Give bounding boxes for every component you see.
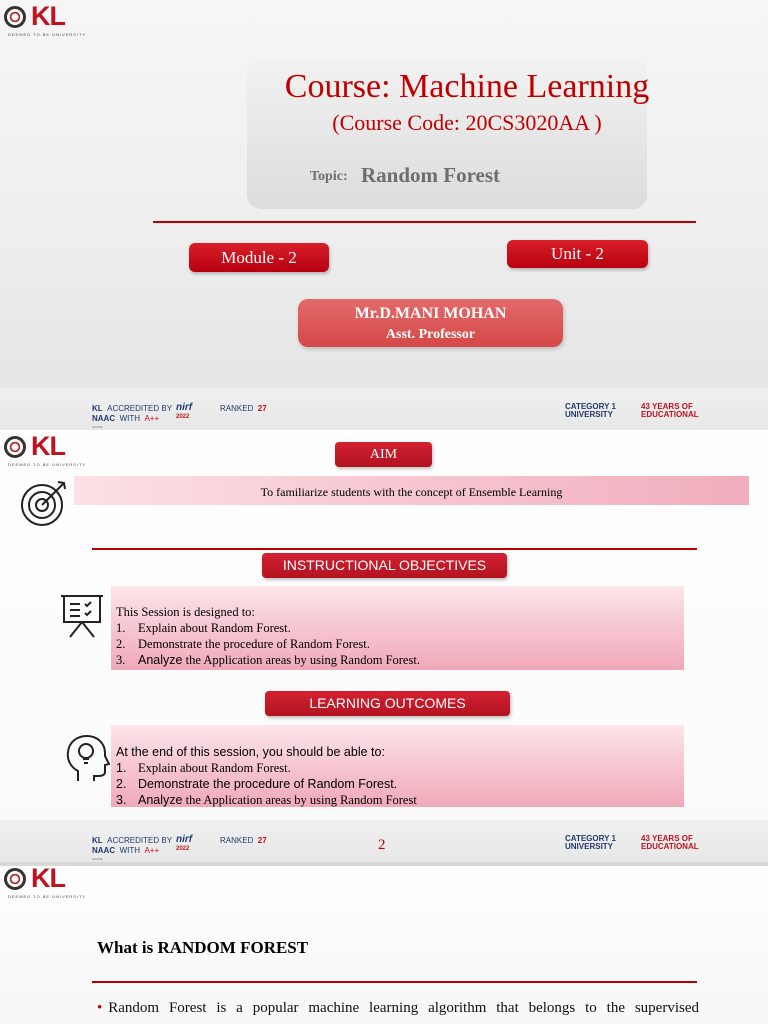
kl-university-logo: [4, 866, 87, 900]
presenter-name: Mr.D.MANI MOHAN: [354, 305, 507, 322]
definition-slide: [0, 866, 768, 1024]
nirf-ranking: RANKED 27: [220, 404, 267, 413]
logo-subtitle: DEEMED TO BE UNIVERSITY: [8, 894, 87, 899]
outcomes-intro: At the end of this session, you should be able to:: [116, 745, 385, 759]
accreditation-strip: [0, 820, 768, 862]
logo-text: KL: [31, 431, 65, 461]
topic-label: Topic:: [310, 169, 348, 184]
years-badge: 43 YEARS OF EDUCATIONAL: [641, 834, 699, 851]
bullet-point: • Random Forest is a popular machine learning algorithm that belongs to the supervised: [97, 1000, 699, 1016]
years-badge: 43 YEARS OF EDUCATIONAL: [641, 402, 699, 419]
list-item: 2. Demonstrate the procedure of Random Forest.: [116, 777, 398, 791]
list-item: 2. Demonstrate the procedure of Random Forest.: [116, 637, 370, 651]
divider: [92, 548, 697, 550]
outcomes-list: [116, 744, 417, 808]
kl-university-logo: [4, 431, 87, 468]
objectives-slide: [0, 388, 768, 862]
nirf-ranking: RANKED 27: [220, 836, 267, 845]
course-title: Course: Machine Learning: [284, 68, 650, 105]
learning-outcomes-header: LEARNING OUTCOMES: [265, 691, 510, 716]
module-badge: Module - 2: [189, 243, 329, 272]
instructional-objectives-header: INSTRUCTIONAL OBJECTIVES: [262, 553, 507, 578]
list-item: 1. Explain about Random Forest.: [116, 761, 291, 775]
topic-value: Random Forest: [361, 163, 501, 187]
list-item: 3. Analyze the Application areas by using Random Forest.: [116, 653, 420, 667]
objectives-intro: This Session is designed to:: [116, 605, 255, 619]
course-code: (Course Code: 20CS3020AA ): [332, 110, 602, 135]
nirf-logo: nirf 2022: [176, 402, 193, 420]
presenter-card: [298, 299, 563, 347]
bullet-icon: •: [97, 1000, 103, 1016]
accreditation-strip: [0, 388, 768, 430]
target-icon: [20, 478, 70, 528]
slide-heading: What is RANDOM FOREST: [97, 938, 309, 957]
objectives-list: [116, 604, 420, 668]
logo-subtitle: DEEMED TO BE UNIVERSITY: [8, 32, 87, 37]
aim-header: AIM: [335, 442, 432, 467]
list-item: 1. Explain about Random Forest.: [116, 621, 291, 635]
unit-badge: Unit - 2: [507, 240, 648, 268]
logo-subtitle: DEEMED TO BE UNIVERSITY: [8, 462, 87, 467]
divider: [92, 981, 697, 983]
naac-accreditation: KL ACCREDITED BY NAAC WITH A++ GRADE: [92, 404, 173, 429]
seal-icon: [4, 436, 26, 458]
head-lightbulb-icon: [64, 734, 110, 784]
category-badge: CATEGORY 1 UNIVERSITY: [565, 834, 616, 851]
divider: [153, 221, 696, 223]
list-item: 3. Analyze the Application areas by using Random Forest: [116, 793, 417, 807]
title-slide: [0, 0, 768, 388]
page-number: 2: [378, 837, 386, 853]
naac-accreditation: KL ACCREDITED BY NAAC WITH A++ GRADE: [92, 836, 173, 861]
aim-text: To familiarize students with the concept of Ensemble Learning: [260, 485, 563, 499]
logo-text: KL: [31, 866, 65, 893]
seal-icon: [4, 868, 26, 890]
logo-text: KL: [31, 1, 65, 31]
presenter-role: Asst. Professor: [385, 327, 476, 342]
seal-icon: [4, 6, 26, 28]
category-badge: CATEGORY 1 UNIVERSITY: [565, 402, 616, 419]
presentation-board-icon: [58, 593, 106, 639]
kl-university-logo: [4, 1, 87, 38]
nirf-logo: nirf 2022: [176, 834, 193, 852]
